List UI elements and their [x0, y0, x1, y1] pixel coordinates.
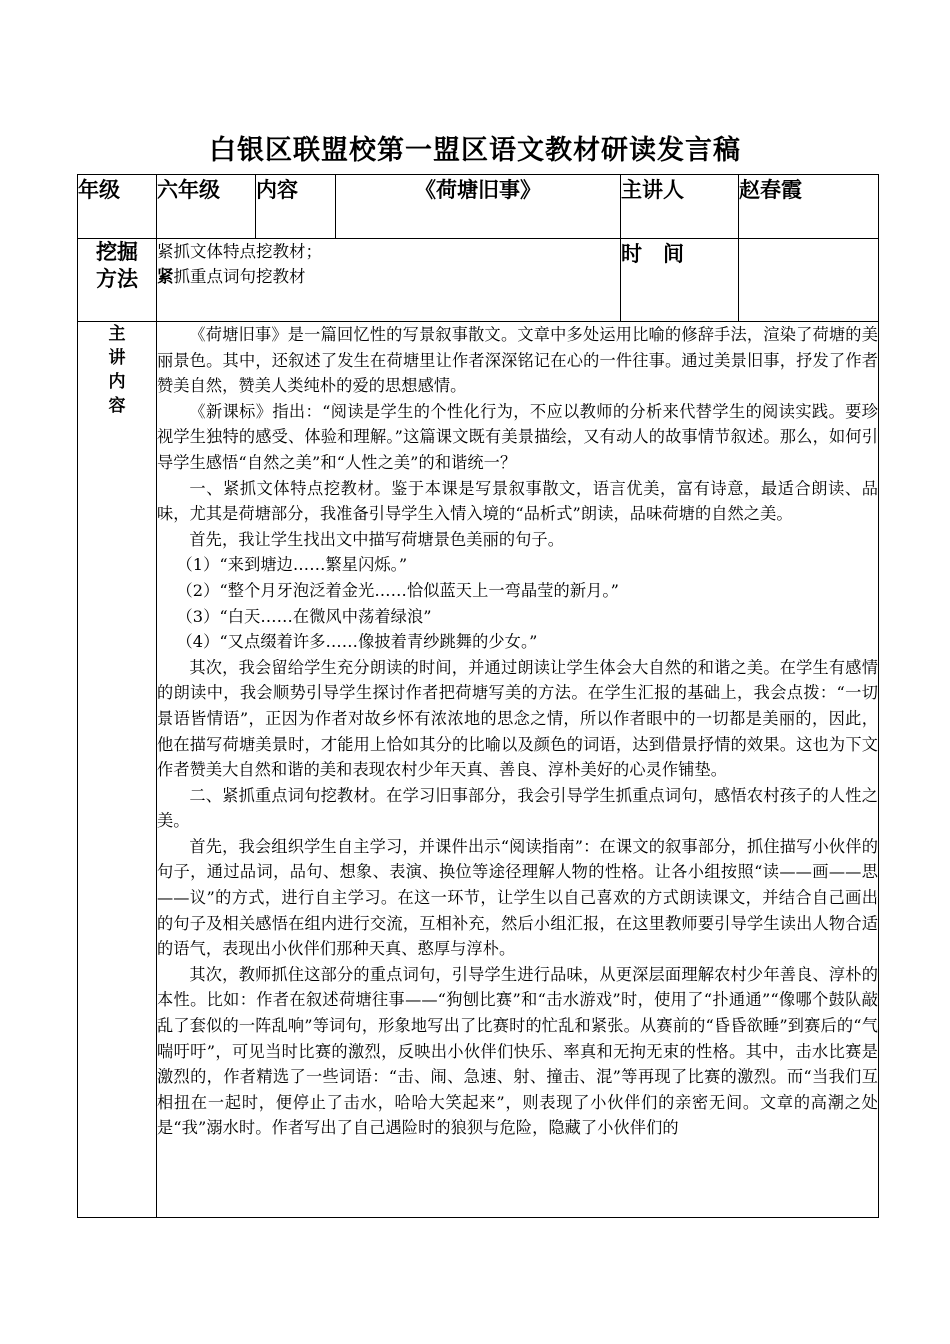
time-value: [739, 239, 879, 322]
main-label-char: 容: [108, 396, 126, 416]
list-item: （2）“整个月牙泡泛着金光……恰似蓝天上一弯晶莹的新月。”: [176, 580, 619, 600]
method-content: [157, 239, 621, 322]
list-item: （4）“又点缀着许多……像披着青纱跳舞的少女。”: [176, 632, 538, 652]
method-label: [78, 239, 157, 322]
paragraph: 首先，我让学生找出文中描写荷塘景色美丽的句子。: [189, 529, 565, 549]
time-label: 时 间: [621, 239, 739, 322]
paragraph: 其次，教师抓住这部分的重点词句，引导学生进行品味，从更深层面理解农村少年善良、淳朴的本性。比如：作者在叙述荷塘往事——“狗刨比赛”和“击水游戏”时，使用了“扑通通”“像哪个鼓队敲乱了套似的一阵乱响”等词句，形象地写出了比赛时的忙乱和紧张。从赛前的“昏昏欲睡”到赛后的“气喘吁吁”，可见当时比赛的激烈，反映出小伙伴们快乐、率真和无拘无束的性格。其中，击水比赛是激烈的，作者精选了一些词语：“击、闹、急速、射、撞击、混”等再现了比赛的激烈。而“当我们互相扭在一起时，便停止了击水，哈哈大笑起来”，则表现了小伙伴们的亲密无间。文章的高潮之处是“我”溺水时。作者写出了自己遇险时的狼狈与危险，隐藏了小伙伴们的: [157, 964, 878, 1138]
list-item: （3）“白天……在微风中荡着绿浪”: [176, 606, 432, 626]
paragraph: 二、紧抓重点词句挖教材。在学习旧事部分，我会引导学生抓重点词句，感悟农村孩子的人性之美。: [157, 785, 878, 831]
list-item: （1）“来到塘边……繁星闪烁。”: [176, 555, 408, 575]
paragraph: 《新课标》指出：“阅读是学生的个性化行为，不应以教师的分析来代替学生的阅读实践。要珍视学生独特的感受、体验和理解。”这篇课文既有美景描绘，又有动人的故事情节叙述。那么，如何引导学生感悟“自然之美”和“人性之美”的和谐统一？: [157, 401, 878, 472]
paragraph: 《荷塘旧事》是一篇回忆性的写景叙事散文。文章中多处运用比喻的修辞手法，渲染了荷塘的美丽景色。其中，还叙述了发生在荷塘里让作者深深铭记在心的一件往事。通过美景旧事，抒发了作者赞美自然，赞美人类纯朴的爱的思想感情。: [157, 325, 878, 396]
main-label-char: 内: [108, 372, 126, 392]
main-label-char: 主: [108, 324, 126, 344]
grade-value: 六年级: [157, 175, 256, 239]
method-label-line2: 方法: [96, 267, 138, 291]
page-title: 白银区联盟校第一盟区语文教材研读发言稿: [209, 135, 741, 166]
main-row: [78, 322, 879, 1218]
paragraph: 一、紧抓文体特点挖教材。鉴于本课是写景叙事散文，语言优美，富有诗意，最适合朗读、品味，尤其是荷塘部分，我准备引导学生入情入境的“品析式”朗读，品味荷塘的自然之美。: [157, 478, 878, 524]
method-line-1: 紧抓文体特点挖教材；: [157, 242, 322, 261]
paragraph: 其次，我会留给学生充分朗读的时间，并通过朗读让学生体会大自然的和谐之美。在学生有感情的朗读中，我会顺势引导学生探讨作者把荷塘写美的方法。在学生汇报的基础上，我会点拨：“一切景语皆情语”，正因为作者对故乡怀有浓浓地的思念之情，所以作者眼中的一切都是美丽的，因此，他在描写荷塘美景时，才能用上恰如其分的比喻以及颜色的词语，达到借景抒情的效果。这也为下文作者赞美大自然和谐的美和表现农村少年天真、善良、淳朴美好的心灵作铺垫。: [157, 657, 878, 780]
main-label-char: 讲: [108, 348, 126, 368]
header-row: [78, 175, 879, 239]
speaker-label: 主讲人: [621, 175, 739, 239]
grade-label: 年级: [78, 175, 157, 239]
method-label-line1: 挖掘: [96, 240, 138, 264]
lecture-form-table: [77, 174, 879, 1218]
main-content: [157, 322, 879, 1218]
speaker-value: 赵春霞: [739, 175, 879, 239]
method-row: [78, 239, 879, 322]
method-line-2-rest: 抓重点词句挖教材: [173, 267, 306, 286]
content-label: 内容: [256, 175, 336, 239]
method-line-2: [157, 264, 620, 289]
paragraph: 首先，我会组织学生自主学习，并课件出示“阅读指南”：在课文的叙事部分，抓住描写小伙伴的句子，通过品词，品句、想象、表演、换位等途径理解人物的性格。让各小组按照“读——画——思——议”的方式，进行自主学习。在这一环节，让学生以自己喜欢的方式朗读课文，并结合自己画出的句子及相关感悟在组内进行交流，互相补充，然后小组汇报，在这里教师要引导学生读出人物合适的语气，表现出小伙伴们那种天真、憨厚与淳朴。: [157, 836, 878, 959]
method-line-2-bold: 紧: [157, 267, 174, 286]
main-label: [78, 322, 157, 1218]
content-value: 《荷塘旧事》: [336, 175, 621, 239]
